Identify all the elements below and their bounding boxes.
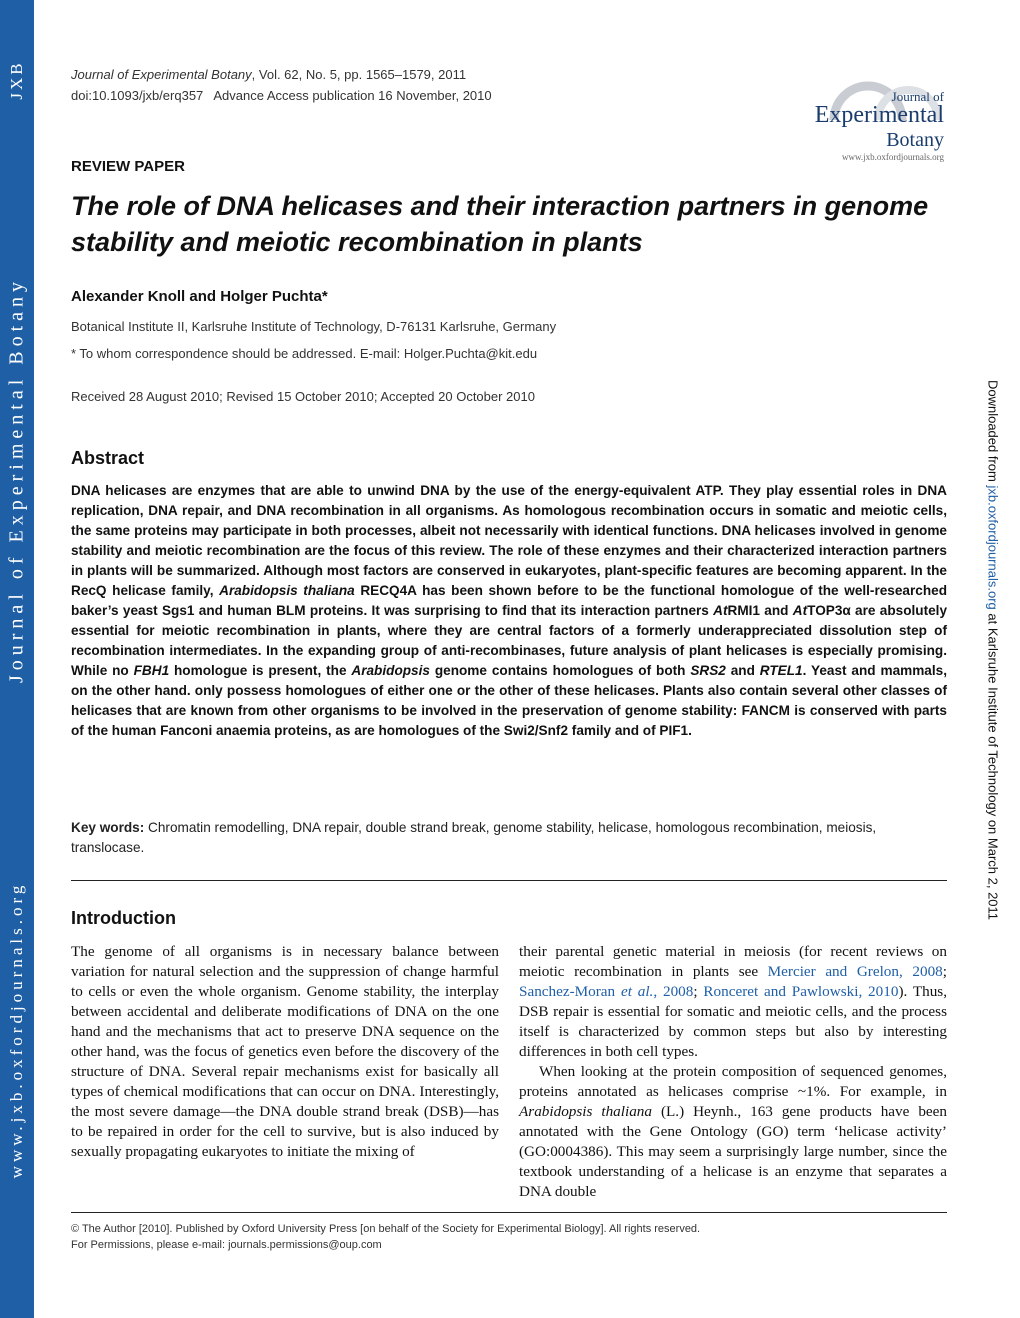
footer-divider [71,1212,947,1213]
ref-sanchez-moran[interactable]: Sanchez-Moran et al., 2008 [519,983,694,1000]
sidebar-journal-name: Journal of Experimental Botany [5,276,28,684]
affiliation: Botanical Institute II, Karlsruhe Institute of Technology, D-76131 Karlsruhe, Germany [71,319,557,334]
article-title: The role of DNA helicases and their interaction partners in genome stability and meiotic recombination in plants [71,191,929,257]
logo-url[interactable]: www.jxb.oxfordjournals.org [842,152,944,162]
download-note-suffix: at Karlsruhe Institute of Technology on March 2, 2011 [985,609,1001,921]
ref-ronceret-pawlowski[interactable]: Ronceret and Pawlowski, 2010 [703,983,899,1000]
permissions: For Permissions, please e-mail: journals.permissions@oup.com [71,1239,382,1251]
sidebar-url[interactable]: www.jxb.oxfordjournals.org [7,881,26,1179]
keywords-text: Chromatin remodelling, DNA repair, double strand break, genome stability, helicase, homologous recombination, meiosis, translocase. [71,820,877,855]
copyright: © The Author [2010]. Published by Oxford University Press [on behalf of the Society for Experimental Biology]. All rights reserved. [71,1223,701,1235]
intro-paragraph-2: When looking at the protein composition of sequenced genomes, proteins annotated as helicases comprise ~1%. For example, in Arabidopsis thaliana (L.) Heynh., 163 gene products have been annotated with the Gene Ontology (GO) term ‘helicase activity’ (GO:0004386). This may seem a surprisingly large number, since the textbook understanding of a helicase is an enzyme that separates a DNA double [519,1063,947,1200]
introduction-heading: Introduction [71,908,176,928]
journal-citation [71,67,466,82]
intro-column-right [519,942,947,1202]
journal-citation-volume: , Vol. 62, No. 5, pp. 1565–1579, 2011 [251,67,467,82]
download-note-prefix: Downloaded from [985,379,1001,486]
keywords-label: Key words: [71,820,145,835]
authors: Alexander Knoll and Holger Puchta* [71,288,328,305]
sidebar-jxb-label: JXB [7,60,26,100]
journal-logo [790,72,950,164]
logo-botany: Botany [886,129,944,151]
journal-sidebar [0,0,34,1318]
abstract-text: DNA helicases are enzymes that are able to unwind DNA by the use of the energy-equivalent ATP. They play essential roles in DNA replication, DNA repair, and DNA recombination in all organisms. As homologous recombination occurs in somatic and meiotic cells, the same proteins may participate in both processes, albeit not necessarily with identical functions. DNA helicases involved in genome stability and meiotic recombination are the focus of this review. The role of these enzymes and their characterized interaction partners in plants will be summarized. Although most factors are conserved in eukaryotes, plant-specific features are becoming apparent. In the RecQ helicase family, Arabidopsis thaliana RECQ4A has been shown before to be the functional homologue of the well-researched baker’s yeast Sgs1 and human BLM proteins. It was surprising to find that its interaction partners AtRMI1 and AtTOP3α are absolutely essential for meiotic recombination in plants, where they are central factors of a formerly underappreciated dissolution step of recombination intermediates. In the expanding group of anti-recombinases, future analysis of plant helicases is especially promising. While no FBH1 homologue is present, the Arabidopsis genome contains homologues of both SRS2 and RTEL1. Yeast and mammals, on the other hand. only possess homologues of either one or the other of these helicases. Plants also contain several other classes of helicases that are known from other organisms to be involved in the preservation of genome stability: FANCM is conserved with parts of the human Fanconi anaemia proteins, as are homologues of the Swi2/Snf2 family and of PIF1. [71,483,948,738]
correspondence: * To whom correspondence should be addressed. E-mail: Holger.Puchta@kit.edu [71,346,538,361]
intro-column-left: The genome of all organisms is in necessary balance between variation for natural selection and the suppression of change harmful to cells or even the whole organism. Genome stability, the interplay between accidental and deliberate modifications of DNA on the one hand and the mechanisms that act to preserve DNA sequence on the other hand, was the focus of genetics even before the discovery of the structure of DNA. Several repair mechanisms exist for basically all types of chemical modifications that can occur on DNA. Interestingly, the most severe damage—the DNA double strand break (DSB)—has to be repaired in order for the cell to survive, but is also induced by sexually propagating eukaryotes to initiate the mixing of [71,943,499,1160]
abstract-heading: Abstract [71,448,145,468]
keywords [71,818,947,858]
download-note-link[interactable]: jxb.oxfordjournals.org [985,485,1001,610]
received-dates: Received 28 August 2010; Revised 15 October 2010; Accepted 20 October 2010 [71,389,535,404]
section-divider [71,880,947,881]
journal-citation-name: Journal of Experimental Botany [71,67,252,82]
download-note [986,380,1001,920]
logo-experimental: Experimental [814,102,944,128]
ref-mercier-grelon[interactable]: Mercier and Grelon, 2008 [767,963,943,980]
doi-line: doi:10.1093/jxb/erq357 Advance Access publication 16 November, 2010 [71,88,492,103]
intro-paragraph-1: their parental genetic material in meiosis (for recent reviews on meiotic recombination in plants see Mercier and Grelon, 2008; Sanchez-Moran et al., 2008; Ronceret and Pawlowski, 2010). Thus, DSB repair is essential for somatic and meiotic cells, and the process itself is characterized by common steps but also by interesting differences in both cell types. [519,943,948,1060]
article-type: REVIEW PAPER [71,158,185,175]
logo-journal-of: Journal of [891,89,944,104]
